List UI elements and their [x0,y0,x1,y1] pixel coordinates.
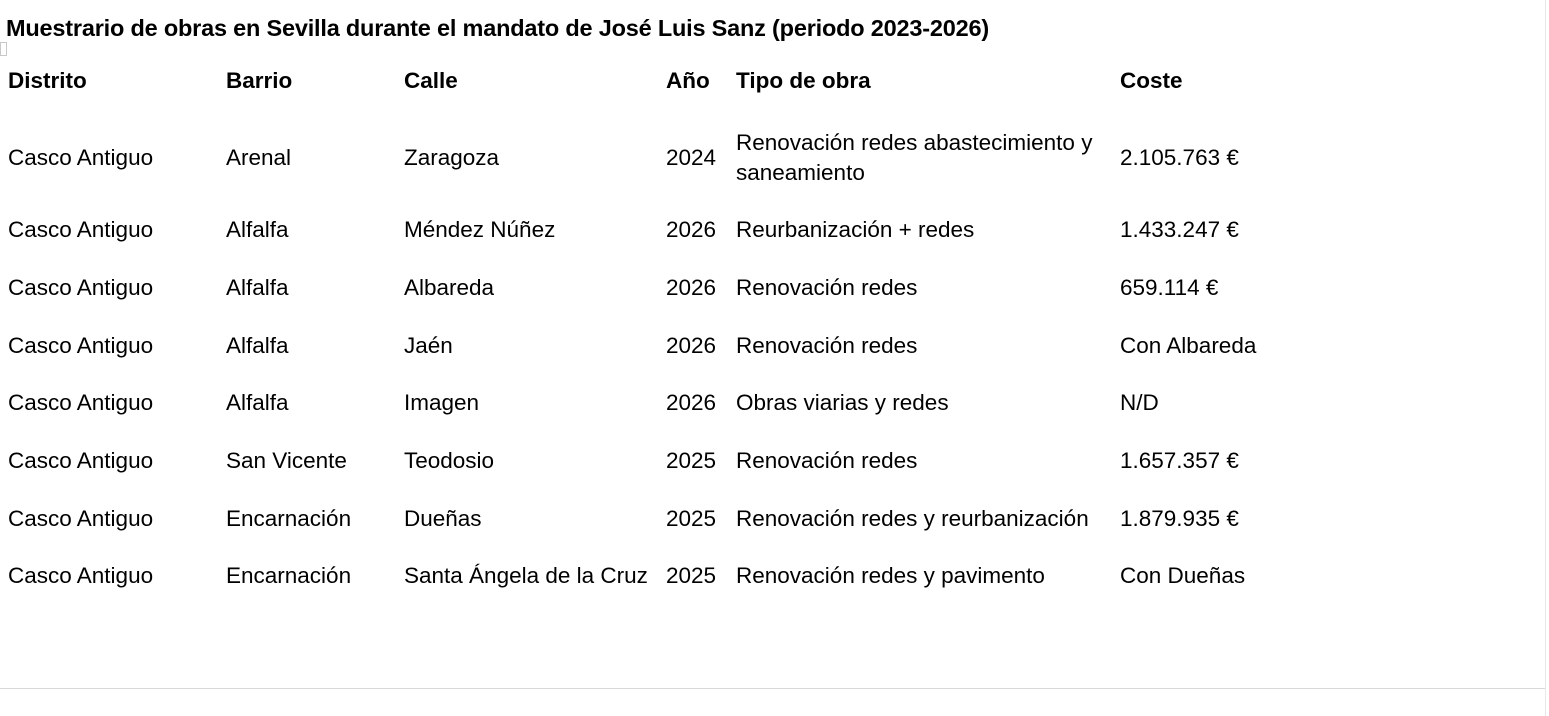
cell-ano: 2026 [666,390,717,416]
cell-ano: 2024 [666,144,717,170]
table-row [2,201,1532,259]
cell-tipo: Renovación redes [736,448,918,473]
cell-tipo: Renovación redes abastecimiento y saneamiento [736,129,1093,185]
left-margin-marker [0,42,7,56]
cell-barrio: Alfalfa [226,332,289,358]
table-body [2,114,1532,605]
cell-calle: Méndez Núñez [404,217,556,243]
page-title: Muestrario de obras en Sevilla durante el mandato de José Luis Sanz (periodo 2023-2026) [6,15,989,41]
table-row [2,547,1532,605]
cell-barrio: Alfalfa [226,390,289,416]
cell-barrio: San Vicente [226,448,347,473]
cell-distrito: Casco Antiguo [8,505,154,531]
table-header-row [2,62,1532,114]
column-header-distrito: Distrito [8,68,87,94]
cell-distrito: Casco Antiguo [8,144,154,170]
cell-barrio: Alfalfa [226,217,289,243]
table-row [2,114,1532,201]
table-row [2,259,1532,317]
cell-barrio: Arenal [226,144,292,170]
cell-calle: Santa Ángela de la Cruz [404,563,648,589]
table-row [2,317,1532,375]
table-row [2,490,1532,548]
cell-barrio: Alfalfa [226,274,289,300]
cell-barrio: Encarnación [226,505,352,531]
cell-coste: 659.114 € [1120,274,1219,300]
cell-tipo: Renovación redes [736,274,918,300]
page-bottom-rule [0,688,1549,689]
cell-tipo: Reurbanización + redes [736,217,975,243]
table-header [2,62,1532,114]
table-row [2,374,1532,432]
cell-distrito: Casco Antiguo [8,217,154,243]
cell-ano: 2026 [666,217,717,243]
cell-coste: 1.879.935 € [1120,505,1239,531]
cell-ano: 2025 [666,448,717,473]
cell-tipo: Renovación redes y reurbanización [736,505,1089,531]
cell-coste: 2.105.763 € [1120,144,1239,170]
cell-calle: Teodosio [404,448,495,473]
cell-calle: Albareda [404,274,495,300]
cell-calle: Imagen [404,390,480,416]
cell-ano: 2026 [666,274,717,300]
works-table [2,62,1532,605]
page-right-edge [1545,0,1549,716]
cell-coste: 1.657.357 € [1120,448,1239,473]
cell-ano: 2025 [666,505,717,531]
column-header-tipo-de-obra: Tipo de obra [736,68,871,94]
cell-distrito: Casco Antiguo [8,448,154,473]
cell-tipo: Renovación redes y pavimento [736,563,1045,589]
cell-tipo: Obras viarias y redes [736,390,949,416]
cell-coste: N/D [1120,390,1159,416]
table-row [2,432,1532,490]
cell-calle: Zaragoza [404,144,500,170]
cell-tipo: Renovación redes [736,332,918,358]
cell-distrito: Casco Antiguo [8,274,154,300]
cell-distrito: Casco Antiguo [8,563,154,589]
cell-coste: 1.433.247 € [1120,217,1239,243]
cell-distrito: Casco Antiguo [8,332,154,358]
cell-distrito: Casco Antiguo [8,390,154,416]
cell-calle: Jaén [404,332,453,358]
cell-calle: Dueñas [404,505,482,531]
cell-coste: Con Dueñas [1120,563,1246,589]
column-header-ano: Año [666,68,710,94]
column-header-barrio: Barrio [226,68,293,94]
cell-coste: Con Albareda [1120,332,1257,358]
column-header-calle: Calle [404,68,458,94]
cell-ano: 2026 [666,332,717,358]
cell-ano: 2025 [666,563,717,589]
column-header-coste: Coste [1120,68,1183,94]
cell-barrio: Encarnación [226,563,352,589]
